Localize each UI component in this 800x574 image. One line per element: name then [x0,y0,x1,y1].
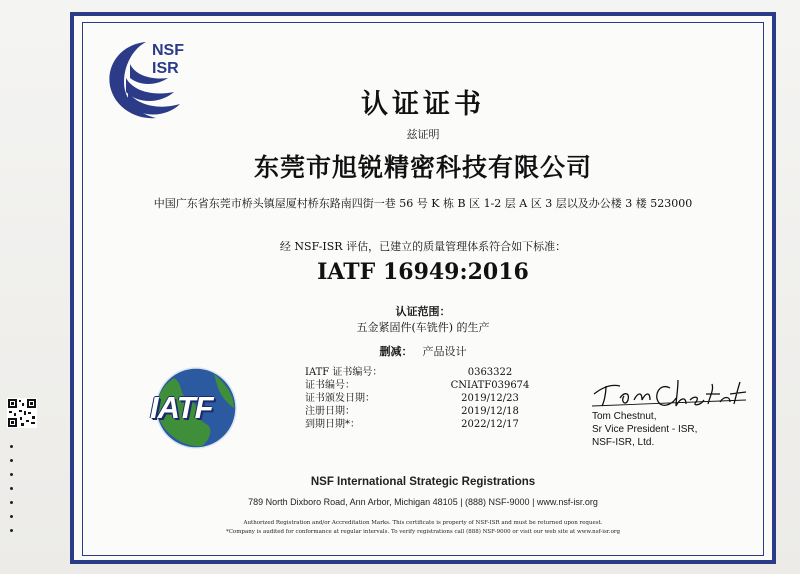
qr-code-icon [7,398,37,428]
signer-title: Sr Vice President - ISR, [592,424,698,435]
dot [10,487,13,490]
scope-text: 五金紧固件(车铣件) 的生产 [356,321,490,334]
info-row [305,405,555,418]
certificate-info-table [305,366,555,431]
info-value: 0363322 [467,367,513,378]
info-row [305,366,555,379]
exclusion-value: 产品设计 [422,345,467,358]
info-row [305,379,555,392]
signer-block [592,410,697,449]
dot [10,445,13,448]
footer-address: 789 North Dixboro Road, Ann Arbor, Michigan 48105 | (888) NSF-9000 | www.nsf-isr.org [248,497,598,507]
footer-fine-print-2: *Company is audited for conformance at regular intervals. To verify registrations call (888) NSF-9000 or visit our web site at www.nsf-isr.org [225,529,621,535]
info-label: 到期日期*： [305,419,360,430]
vertical-dots [10,445,16,543]
info-value: CNIATF039674 [450,380,530,391]
qr-code-graphic [7,398,37,428]
dot [10,473,13,476]
handwritten-signature [590,376,750,410]
info-value: 2022/12/17 [461,419,519,430]
exclusion-label: 删减： [379,345,413,358]
logo-text-nsf: NSF [152,42,184,59]
company-name: 东莞市旭锐精密科技有限公司 [253,153,592,182]
logo-text-isr: ISR [152,60,179,77]
info-label: IATF 证书编号： [305,367,383,378]
footer-org-name: NSF International Strategic Registrations [310,476,536,488]
info-row [305,392,555,405]
iatf-globe-logo [144,358,244,454]
dot [10,529,13,532]
dot [10,459,13,462]
certificate-title: 认证证书 [361,89,485,120]
info-row [305,418,555,431]
exclusion-line [0,343,800,359]
standard-name: IATF 16949:2016 [317,259,529,285]
footer-fine-print-1: Authorized Registration and/or Accreditation Marks. This certificate is property of NSF-ISR and must be returned upon request. [243,520,603,526]
info-label: 证书编号： [305,380,355,391]
iatf-logo-text: IATF [150,390,213,425]
dot [10,501,13,504]
scope-heading: 认证范围： [395,305,451,318]
info-label: 注册日期： [305,406,355,417]
dot [10,515,13,518]
certify-text: 兹证明 [406,128,440,141]
signature-icon [590,376,750,410]
info-value: 2019/12/23 [461,393,519,404]
company-address: 中国广东省东莞市桥头镇屋厦村桥东路南四街一巷 56 号 K 栋 B 区 1-2 层 A 区 3 层以及办公楼 3 楼 523000 [153,197,693,210]
signer-org: NSF-ISR, Ltd. [592,437,655,448]
info-value: 2019/12/18 [461,406,519,417]
info-label: 证书颁发日期： [305,393,375,404]
assessment-statement: 经 NSF-ISR 评估，已建立的质量管理体系符合如下标准： [279,240,567,253]
signer-name: Tom Chestnut, [592,411,657,422]
